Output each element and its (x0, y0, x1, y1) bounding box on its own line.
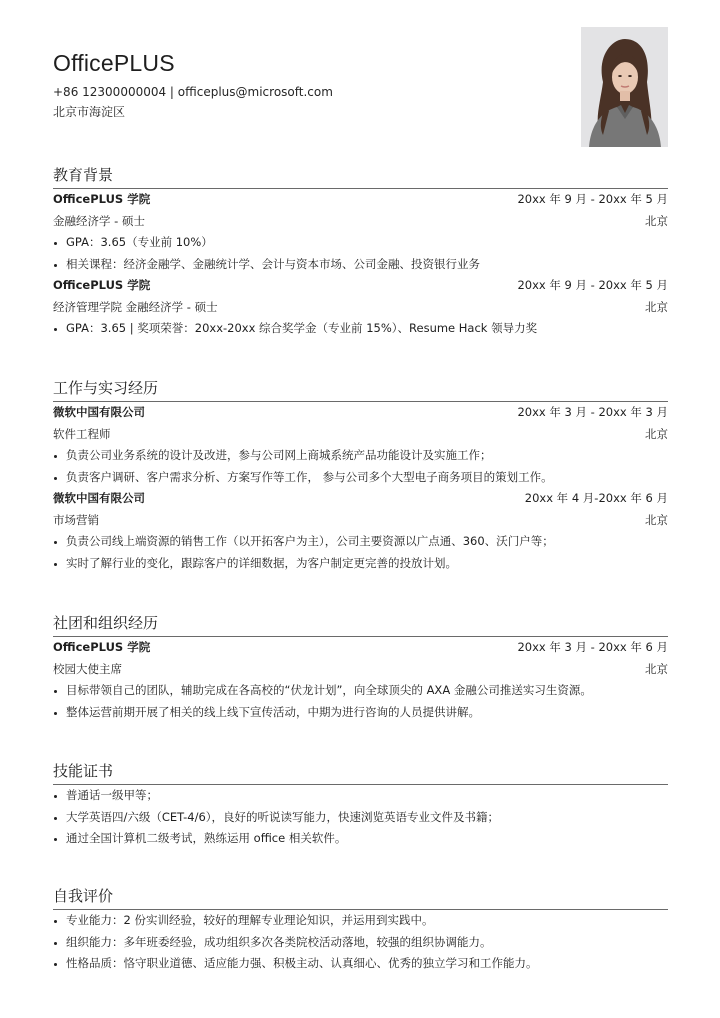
list-item: 负责客户调研、客户需求分析、方案写作等工作， 参与公司多个大型电子商务项目的策划工作。 (53, 467, 668, 489)
location: 北京 (645, 426, 668, 441)
list-item: 大学英语四/六级（CET-4/6），良好的听说读写能力，快速浏览英语专业文件及书籍； (53, 807, 668, 829)
school-name: OfficePLUS 学院 (53, 192, 151, 206)
list-item: 相关课程：经济金融学、金融统计学、会计与资本市场、公司金融、投资银行业务 (53, 254, 668, 276)
portrait-image-icon (581, 27, 668, 147)
section-title: 工作与实习经历 (53, 377, 668, 402)
section-title: 社团和组织经历 (53, 612, 668, 637)
club-role: 校园大使主席 (53, 661, 122, 676)
list-item: 性格品质：恪守职业道德、适应能力强、积极主动、认真细心、优秀的独立学习和工作能力。 (53, 953, 668, 975)
list-item: 负责公司业务系统的设计及改进，参与公司网上商城系统产品功能设计及实施工作； (53, 445, 668, 467)
section-education (53, 164, 668, 340)
section-work (53, 377, 668, 574)
list-item: GPA：3.65 | 奖项荣誉：20xx-20xx 综合奖学金（专业前 15%）、Resume Hack 领导力奖 (53, 318, 668, 340)
list-item: 整体运营前期开展了相关的线上线下宣传活动，中期为进行咨询的人员提供讲解。 (53, 702, 668, 724)
section-title: 自我评价 (53, 885, 668, 910)
list-item: 实时了解行业的变化，跟踪客户的详细数据，为客户制定更完善的投放计划。 (53, 553, 668, 575)
company-name: 微软中国有限公司 (53, 491, 145, 505)
contact-line: +86 12300000004 | officeplus@microsoft.com (53, 85, 333, 99)
degree: 经济管理学院 金融经济学 - 硕士 (53, 299, 218, 314)
section-skills (53, 760, 668, 850)
section-self-evaluation (53, 885, 668, 975)
date-range: 20xx 年 4 月-20xx 年 6 月 (524, 491, 668, 505)
list-item: 通过全国计算机二级考试，熟练运用 office 相关软件。 (53, 828, 668, 850)
job-title: 市场营销 (53, 512, 99, 527)
resume-page (53, 0, 668, 1018)
list-item: 专业能力：2 份实训经验，较好的理解专业理论知识，并运用到实践中。 (53, 910, 668, 932)
date-range: 20xx 年 3 月 - 20xx 年 6 月 (517, 640, 668, 654)
education-entry (53, 275, 668, 340)
company-name: 微软中国有限公司 (53, 405, 145, 419)
list-item: 普通话一级甲等； (53, 785, 668, 807)
location: 北京 (645, 213, 668, 228)
section-title: 技能证书 (53, 760, 668, 785)
resume-header (53, 48, 553, 122)
degree: 金融经济学 - 硕士 (53, 213, 145, 228)
address-line: 北京市海淀区 (53, 105, 126, 119)
date-range: 20xx 年 9 月 - 20xx 年 5 月 (517, 278, 668, 292)
list-item: 目标带领自己的团队，辅助完成在各高校的“伏龙计划”，向全球顶尖的 AXA 金融公司推送实习生资源。 (53, 680, 668, 702)
location: 北京 (645, 661, 668, 676)
list-item: GPA：3.65（专业前 10%） (53, 232, 668, 254)
work-entry (53, 488, 668, 574)
list-item: 组织能力：多年班委经验，成功组织多次各类院校活动落地，较强的组织协调能力。 (53, 932, 668, 954)
education-entry (53, 189, 668, 275)
location: 北京 (645, 299, 668, 314)
profile-photo (581, 27, 668, 147)
job-title: 软件工程师 (53, 426, 111, 441)
location: 北京 (645, 512, 668, 527)
candidate-name: OfficePLUS (53, 50, 175, 76)
list-item: 负责公司线上端资源的销售工作（以开拓客户为主），公司主要资源以广点通、360、沃门户等； (53, 531, 668, 553)
school-name: OfficePLUS 学院 (53, 278, 151, 292)
date-range: 20xx 年 9 月 - 20xx 年 5 月 (517, 192, 668, 206)
club-entry (53, 637, 668, 723)
org-name: OfficePLUS 学院 (53, 640, 151, 654)
section-clubs (53, 612, 668, 723)
work-entry (53, 402, 668, 488)
date-range: 20xx 年 3 月 - 20xx 年 3 月 (517, 405, 668, 419)
section-title: 教育背景 (53, 164, 668, 189)
